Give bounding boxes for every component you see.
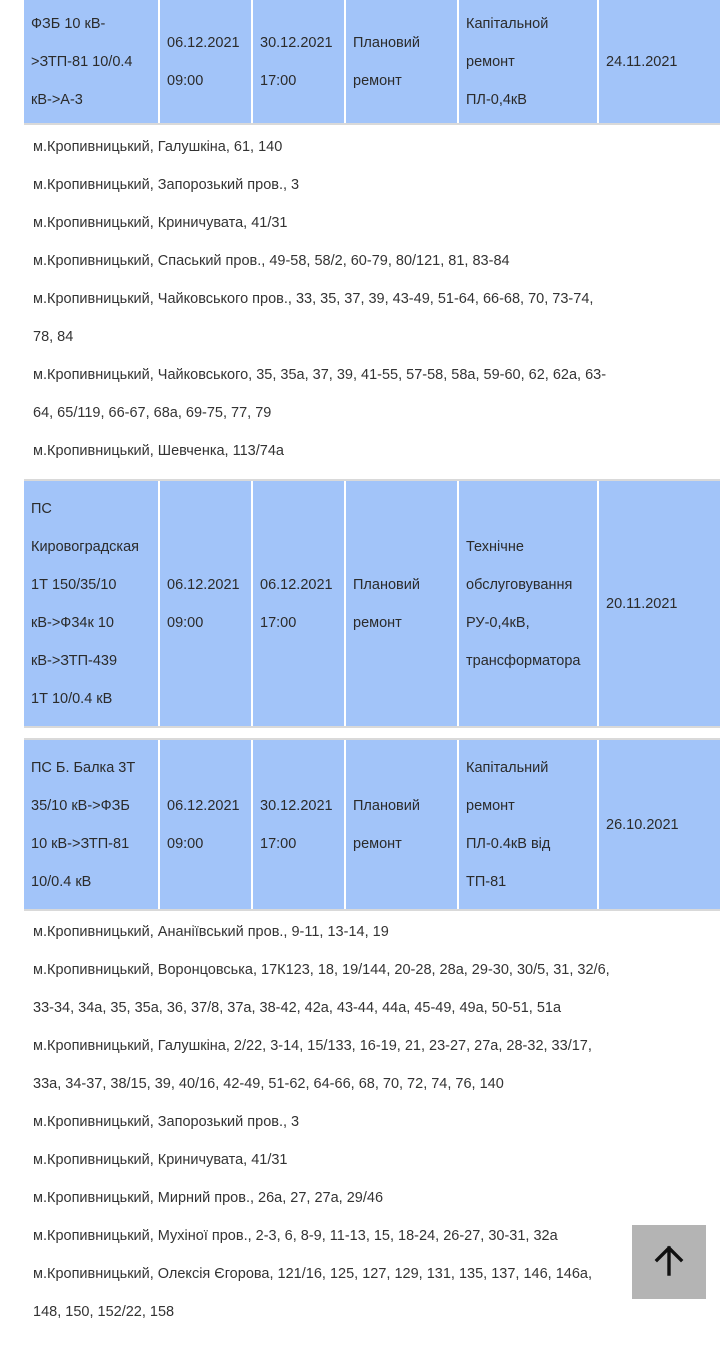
start-cell: 06.12.2021 09:00 bbox=[160, 481, 251, 726]
work-cell: Капітальной ремонт ПЛ-0,4кВ bbox=[459, 0, 597, 123]
date-cell: 26.10.2021 bbox=[599, 740, 720, 909]
outage-row bbox=[24, 0, 720, 123]
address-item: м.Кропивницький, Мирний пров., 26а, 27, 27а, 29/46 bbox=[33, 1190, 384, 1206]
outage-row-cells bbox=[24, 481, 720, 728]
line-cell: ПС Кировоградская 1Т 150/35/10 кВ->Ф34к 10 кВ->ЗТП-439 1Т 10/0.4 кВ bbox=[24, 481, 158, 726]
work-cell: Капітальний ремонт ПЛ-0.4кВ від ТП-81 bbox=[459, 740, 597, 909]
address-item: м.Кропивницький, Запорозький пров., 3 bbox=[33, 177, 300, 193]
outage-row bbox=[24, 738, 720, 909]
address-item: м.Кропивницький, Мухіної пров., 2-3, 6, 8-9, 11-13, 15, 18-24, 26-27, 30-31, 32а bbox=[33, 1228, 558, 1244]
address-list bbox=[33, 128, 613, 470]
address-item: м.Кропивницький, Олексія Єгорова, 121/16, 125, 127, 129, 131, 135, 137, 146, 146а, 148, 150, 152/22, 158 bbox=[33, 1266, 592, 1320]
address-item: м.Кропивницький, Криничувата, 41/31 bbox=[33, 1152, 288, 1168]
work-cell: Технічне обслуговування РУ-0,4кВ, трансформатора bbox=[459, 481, 597, 726]
address-item: м.Кропивницький, Воронцовська, 17К123, 18, 19/144, 20-28, 28а, 29-30, 30/5, 31, 32/6, 33-34, 34а, 35, 35а, 36, 37/8, 37а, 38-42, 42а, 43-44, 44а, 45-49, 49а, 50-51, 51а bbox=[33, 962, 610, 1016]
end-cell: 30.12.2021 17:00 bbox=[253, 740, 344, 909]
address-item: м.Кропивницький, Чайковського пров., 33, 35, 37, 39, 43-49, 51-64, 66-68, 70, 73-74, 78, 84 bbox=[33, 291, 594, 345]
address-item: м.Кропивницький, Шевченка, 113/74а bbox=[33, 443, 284, 459]
line-cell: ФЗБ 10 кВ- >ЗТП-81 10/0.4 кВ->А-3 bbox=[24, 0, 158, 123]
scroll-to-top-button[interactable] bbox=[632, 1225, 706, 1299]
type-cell: Плановий ремонт bbox=[346, 0, 457, 123]
date-cell: 20.11.2021 bbox=[599, 481, 720, 726]
outage-row bbox=[24, 479, 720, 726]
address-item: м.Кропивницький, Галушкіна, 61, 140 bbox=[33, 139, 283, 155]
date-cell: 24.11.2021 bbox=[599, 0, 720, 123]
type-cell: Плановий ремонт bbox=[346, 481, 457, 726]
address-list bbox=[33, 913, 613, 1331]
address-item: м.Кропивницький, Ананіївський пров., 9-11, 13-14, 19 bbox=[33, 924, 389, 940]
address-item: м.Кропивницький, Спаський пров., 49-58, 58/2, 60-79, 80/121, 81, 83-84 bbox=[33, 253, 510, 269]
end-cell: 30.12.2021 17:00 bbox=[253, 0, 344, 123]
type-cell: Плановий ремонт bbox=[346, 740, 457, 909]
address-item: м.Кропивницький, Чайковського, 35, 35а, 37, 39, 41-55, 57-58, 58а, 59-60, 62, 62а, 63-64, 65/119, 66-67, 68а, 69-75, 77, 79 bbox=[33, 367, 607, 421]
start-cell: 06.12.2021 09:00 bbox=[160, 0, 251, 123]
address-item: м.Кропивницький, Запорозький пров., 3 bbox=[33, 1114, 300, 1130]
start-cell: 06.12.2021 09:00 bbox=[160, 740, 251, 909]
end-cell: 06.12.2021 17:00 bbox=[253, 481, 344, 726]
address-item: м.Кропивницький, Галушкіна, 2/22, 3-14, 15/133, 16-19, 21, 23-27, 27а, 28-32, 33/17, 33а, 34-37, 38/15, 39, 40/16, 42-49, 51-62, 64-66, 68, 70, 72, 74, 76, 140 bbox=[33, 1038, 592, 1092]
arrow-up-icon bbox=[652, 1243, 686, 1281]
address-item: м.Кропивницький, Криничувата, 41/31 bbox=[33, 215, 288, 231]
line-cell: ПС Б. Балка 3Т 35/10 кВ->ФЗБ 10 кВ->ЗТП-81 10/0.4 кВ bbox=[24, 740, 158, 909]
outage-row-cells bbox=[24, 0, 720, 125]
outage-row-cells bbox=[24, 740, 720, 911]
